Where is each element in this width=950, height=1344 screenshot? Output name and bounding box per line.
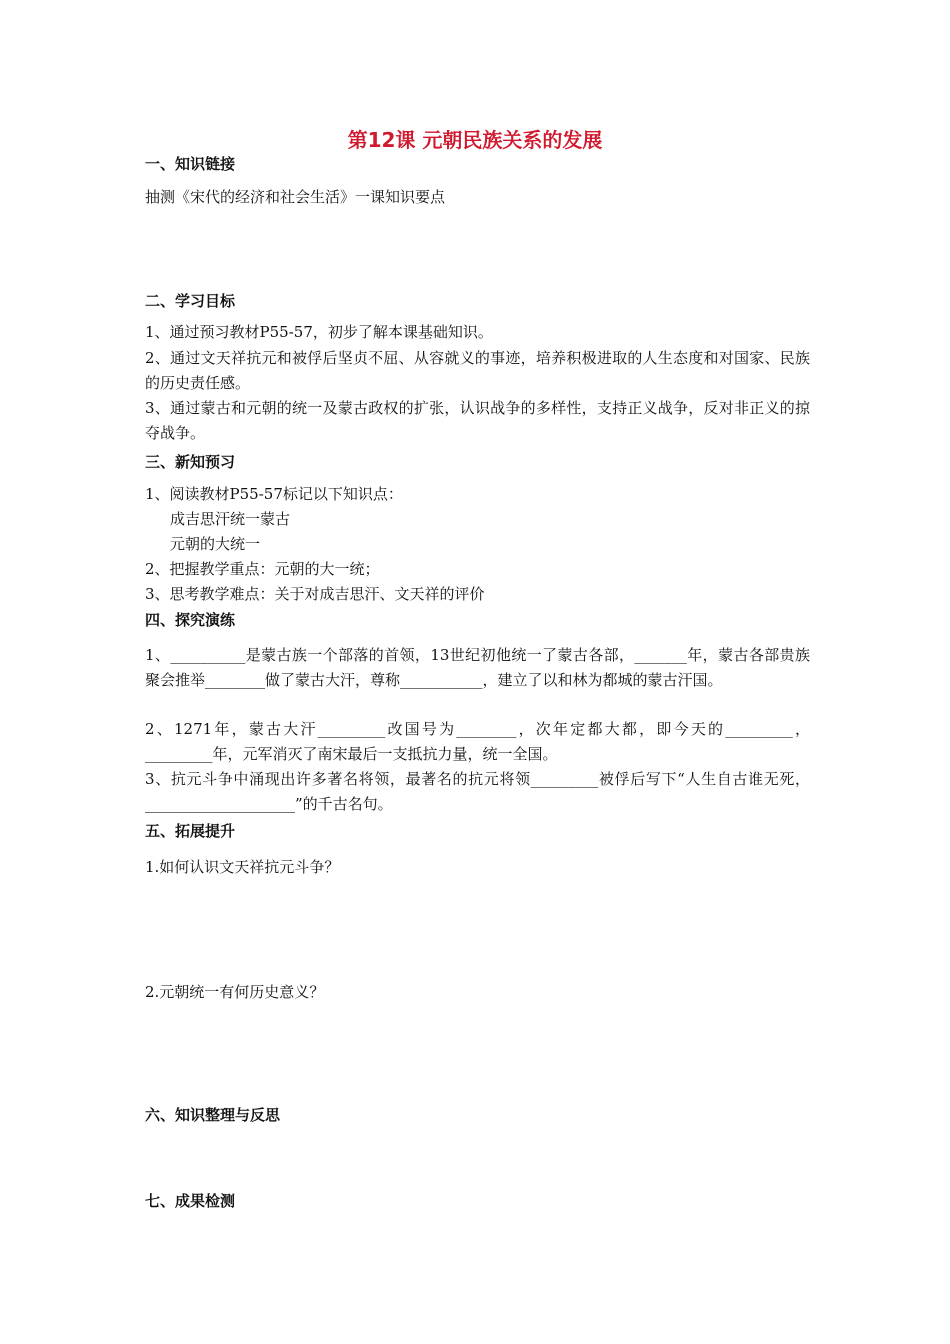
section-heading-learning-goals: 二、学习目标 [145, 292, 236, 310]
section-heading-knowledge-link: 一、知识链接 [145, 155, 236, 173]
preview-item: 3、思考教学难点：关于对成吉思汗、文天祥的评价 [145, 585, 485, 603]
preview-subitem: 成吉思汗统一蒙古 [170, 510, 291, 528]
preview-subitem: 元朝的大统一 [170, 535, 261, 553]
exercise-item: 2、1271年，蒙古大汗_________改国号为________，次年定都大都，即今天的_________，_________年，元军消灭了南宋最后一支抵抗力量，统一全国。 [145, 720, 810, 763]
section-heading-exercises: 四、探究演练 [145, 611, 236, 629]
extension-question: 2.元朝统一有何历史意义？ [145, 983, 325, 1001]
page-title: 第12课 元朝民族关系的发展 [347, 128, 603, 152]
learning-goal-item: 2、通过文天祥抗元和被俘后坚贞不屈、从容就义的事迹，培养积极进取的人生态度和对国家、民族的历史责任感。 [145, 349, 810, 392]
section-heading-reflection: 六、知识整理与反思 [145, 1106, 281, 1124]
exercise-item: 1、__________是蒙古族一个部落的首领，13世纪初他统一了蒙古各部，_______年，蒙古各部贵族聚会推举________做了蒙古大汗，尊称___________，建立了以和林为都城的蒙古汗国。 [145, 646, 810, 689]
preview-item: 2、把握教学重点：元朝的大一统； [145, 560, 380, 578]
exercise-item: 3、抗元斗争中涌现出许多著名将领，最著名的抗元将领_________被俘后写下“人生自古谁无死，____________________”的千古名句。 [145, 770, 810, 813]
section-heading-assessment: 七、成果检测 [145, 1192, 236, 1210]
learning-goal-item: 1、通过预习教材P55-57，初步了解本课基础知识。 [145, 323, 493, 341]
knowledge-link-text: 抽测《宋代的经济和社会生活》一课知识要点 [145, 188, 446, 206]
preview-item: 1、阅读教材P55-57标记以下知识点： [145, 485, 403, 503]
extension-question: 1.如何认识文天祥抗元斗争？ [145, 858, 340, 876]
section-heading-extension: 五、拓展提升 [145, 822, 236, 840]
section-heading-preview: 三、新知预习 [145, 453, 236, 471]
learning-goal-item: 3、通过蒙古和元朝的统一及蒙古政权的扩张，认识战争的多样性，支持正义战争，反对非正义的掠夺战争。 [145, 399, 810, 442]
